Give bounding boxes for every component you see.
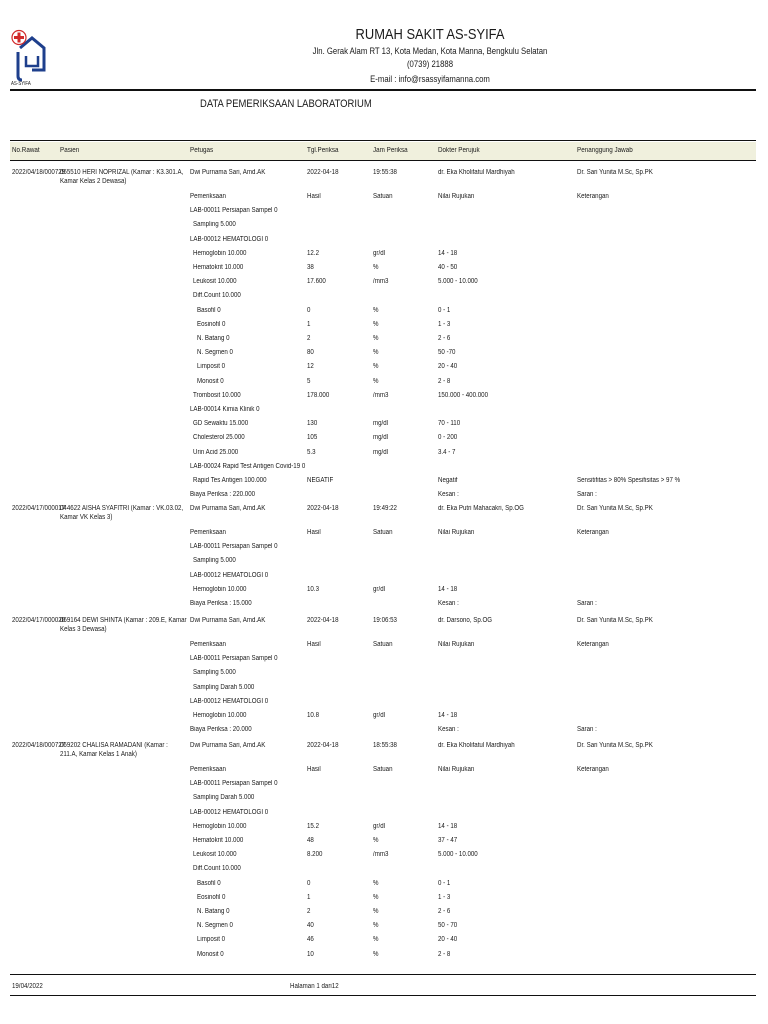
biaya-periksa: Biaya Periksa : 220.000 [190,491,256,499]
lab-test-name: Eosinofil 0 [197,320,226,328]
lab-test-hasil: 2 [307,335,311,342]
lab-test-name: Urin Acid 25.000 [193,448,239,456]
lab-test-name: Diff.Count 10.000 [193,292,241,300]
sub-col-satuan: Satuan [373,641,393,648]
lab-test-satuan: gr/dl [373,249,385,257]
footer-bottom-rule [10,995,756,996]
header-divider [10,89,756,91]
lab-test-hasil: 10.3 [307,585,319,593]
record-no-rawat: 2022/04/17/000020 [12,617,66,624]
lab-test-name: Diff.Count 10.000 [193,865,241,873]
footer-rule [10,974,756,975]
lab-test-hasil: 5.3 [307,448,316,456]
lab-test-hasil: 0 [307,879,311,887]
lab-test-satuan: % [373,922,379,930]
lab-test-name: Hematokrit 10.000 [193,264,244,271]
record-jam-periksa: 18:55:38 [373,742,397,749]
record-dokter-perujuk: dr. Eka Kholifatul Mardhiyah [438,742,515,749]
kesan-label: Kesan : [438,726,459,734]
record-penanggung-jawab: Dr. Sari Yunita M.Sc, Sp.PK [577,169,653,176]
lab-group-name: LAB-00011 Persiapan Sampel 0 [190,207,278,215]
sub-col-keterangan: Keterangan [577,193,609,200]
sub-col-nilai-rujukan: Nilai Rujukan [438,529,475,536]
lab-test-nilai-rujukan: 0 - 1 [438,306,451,314]
lab-test-satuan: gr/dl [373,712,385,719]
sub-col-pemeriksaan: Pemeriksaan [190,766,226,773]
sub-col-nilai-rujukan: Nilai Rujukan [438,641,475,648]
lab-test-satuan: % [373,879,379,887]
record-petugas: Dwi Purnama Sari, Amd.AK [190,169,266,176]
lab-test-name: N. Segmen 0 [197,922,233,930]
lab-test-hasil: 48 [307,837,314,844]
lab-test-name: Cholesterol 25.000 [193,434,245,442]
lab-test-name: Rapid Tes Antigen 100.000 [193,477,267,484]
lab-test-satuan: % [373,264,379,271]
lab-test-nilai-rujukan: 3.4 - 7 [438,448,456,456]
record-tgl-periksa: 2022-04-18 [307,617,339,624]
lab-test-hasil: 10.8 [307,712,319,719]
record-petugas: Dwi Purnama Sari, Amd.AK [190,505,266,512]
lab-test-nilai-rujukan: 40 - 50 [438,264,458,271]
logo-text: AS-SYIFA [11,81,31,87]
record-penanggung-jawab: Dr. Sari Yunita M.Sc, Sp.PK [577,742,653,749]
table-top-rule [10,140,756,141]
lab-group-name: LAB-00012 HEMATOLOGI 0 [190,235,269,243]
record-dokter-perujuk: dr. Eka Kholifatul Mardhiyah [438,169,515,176]
lab-test-satuan: % [373,363,379,371]
lab-test-nilai-rujukan: 2 - 6 [438,908,451,915]
lab-test-keterangan: Sensitifitas > 80% Spesifisitas > 97 % [577,477,681,484]
lab-test-name: Monosit 0 [197,950,224,958]
lab-test-name: Monosit 0 [197,377,224,385]
record-dokter-perujuk: dr. Darsono, Sp.OG [438,617,493,624]
lab-test-hasil: 8.200 [307,851,323,859]
lab-test-satuan: gr/dl [373,585,385,593]
lab-test-satuan: /mm3 [373,391,389,399]
lab-test-nilai-rujukan: 14 - 18 [438,712,458,719]
lab-test-hasil: 178.000 [307,391,330,399]
lab-test-nilai-rujukan: 20 - 40 [438,936,458,944]
lab-test-nilai-rujukan: 2 - 6 [438,335,451,342]
col-penanggung-jawab: Penanggung Jawab [577,147,633,154]
lab-test-hasil: 2 [307,908,311,915]
record-pasien: 069202 CHALISA RAMADANI (Kamar : 211.A, Kamar Kelas 1 Anak) [60,742,168,758]
lab-test-nilai-rujukan: 2 - 8 [438,950,451,958]
record-petugas: Dwi Purnama Sari, Amd.AK [190,742,266,749]
lab-test-hasil: 40 [307,922,314,930]
record-no-rawat: 2022/04/18/000727 [12,742,66,749]
lab-test-hasil: 1 [307,893,311,901]
lab-test-nilai-rujukan: 14 - 18 [438,249,458,257]
lab-test-satuan: % [373,936,379,944]
sub-col-hasil: Hasil [307,766,321,773]
hospital-name: RUMAH SAKIT AS-SYIFA [355,26,505,43]
record-pasien: 044622 AISHA SYAFITRI (Kamar : VK.03.02, Kamar VK Kelas 3) [60,505,184,521]
lab-test-hasil: 12 [307,363,314,371]
sub-col-satuan: Satuan [373,529,393,536]
lab-test-satuan: % [373,306,379,314]
lab-test-name: Sampling 5.000 [193,669,236,677]
footer-page-number: Halaman 1 dari12 [290,983,339,990]
lab-test-satuan: mg/dl [373,420,389,428]
lab-test-hasil: 5 [307,377,311,385]
col-no-rawat: No.Rawat [12,147,40,154]
sub-col-hasil: Hasil [307,529,321,536]
lab-test-hasil: 38 [307,264,314,271]
sub-col-nilai-rujukan: Nilai Rujukan [438,766,475,773]
sub-col-satuan: Satuan [373,193,393,200]
lab-group-name: LAB-00011 Persiapan Sampel 0 [190,543,278,551]
record-petugas: Dwi Purnama Sari, Amd.AK [190,617,266,624]
lab-test-nilai-rujukan: 70 - 110 [438,420,461,428]
lab-test-name: Leukosit 10.000 [193,278,237,286]
lab-test-name: Limposit 0 [197,936,226,944]
lab-test-nilai-rujukan: 14 - 18 [438,822,458,830]
hospital-logo [10,26,46,84]
lab-test-nilai-rujukan: 50 - 70 [438,922,458,930]
sub-col-keterangan: Keterangan [577,529,609,536]
lab-test-name: Hemoglobin 10.000 [193,585,247,593]
lab-test-nilai-rujukan: 14 - 18 [438,585,458,593]
sub-col-hasil: Hasil [307,641,321,648]
saran-label: Saran : [577,726,597,734]
lab-test-name: Limposit 0 [197,363,226,371]
lab-test-hasil: 17.600 [307,278,326,286]
lab-test-name: Hematokrit 10.000 [193,837,244,844]
lab-test-satuan: mg/dl [373,448,389,456]
record-jam-periksa: 19:06:53 [373,617,397,624]
col-petugas: Petugas [190,147,214,154]
lab-test-nilai-rujukan: 0 - 1 [438,879,451,887]
sub-col-pemeriksaan: Pemeriksaan [190,529,226,536]
footer-date: 19/04/2022 [12,983,43,990]
lab-test-name: Basofil 0 [197,879,221,887]
lab-test-satuan: % [373,908,379,915]
col-tgl-periksa: Tgl.Periksa [307,147,339,154]
lab-group-name: LAB-00014 Kimia Klinik 0 [190,406,260,413]
lab-test-nilai-rujukan: 5.000 - 10.000 [438,851,478,859]
lab-test-satuan: gr/dl [373,822,385,830]
lab-group-name: LAB-00012 HEMATOLOGI 0 [190,571,269,579]
lab-test-satuan: /mm3 [373,851,389,859]
record-penanggung-jawab: Dr. Sari Yunita M.Sc, Sp.PK [577,505,653,512]
kesan-label: Kesan : [438,491,459,499]
lab-test-hasil: 12.2 [307,249,319,257]
record-no-rawat: 2022/04/17/000017 [12,505,66,512]
sub-col-keterangan: Keterangan [577,641,609,648]
lab-test-name: Hemoglobin 10.000 [193,712,247,719]
lab-test-hasil: 46 [307,936,314,944]
sub-col-hasil: Hasil [307,193,321,200]
sub-col-pemeriksaan: Pemeriksaan [190,641,226,648]
col-dokter-perujuk: Dokter Perujuk [438,147,480,154]
biaya-periksa: Biaya Periksa : 20.000 [190,726,252,734]
lab-test-satuan: % [373,377,379,385]
hospital-phone: (0739) 21888 [406,59,454,69]
report-title: DATA PEMERIKSAAN LABORATORIUM [200,98,372,110]
record-tgl-periksa: 2022-04-18 [307,169,339,176]
lab-test-nilai-rujukan: Negatif [438,477,458,484]
lab-test-name: N. Batang 0 [197,335,230,342]
record-pasien: 069164 DEWI SHINTA (Kamar : 209.E, Kamar Kelas 3 Dewasa) [60,617,187,633]
lab-test-satuan: % [373,335,379,342]
col-pasien: Pasien [60,147,80,154]
saran-label: Saran : [577,600,597,607]
lab-test-name: Basofil 0 [197,306,221,314]
hospital-email: E-mail : info@rsassyifamanna.com [370,74,490,84]
record-pasien: 065510 HERI NOPRIZAL (Kamar : K3.301.A, Kamar Kelas 2 Dewasa) [60,169,184,185]
lab-test-name: Hemoglobin 10.000 [193,822,247,830]
lab-test-name: Sampling Darah 5.000 [193,683,255,691]
lab-test-hasil: 15.2 [307,822,319,830]
biaya-periksa: Biaya Periksa : 15.000 [190,600,252,607]
record-tgl-periksa: 2022-04-18 [307,742,339,749]
lab-test-name: GD Sewaktu 15.000 [193,420,249,428]
sub-col-satuan: Satuan [373,766,393,773]
lab-test-nilai-rujukan: 50 -70 [438,349,456,357]
lab-test-nilai-rujukan: 5.000 - 10.000 [438,278,478,286]
lab-test-satuan: /mm3 [373,278,389,286]
lab-test-nilai-rujukan: 20 - 40 [438,363,458,371]
col-jam-periksa: Jam Periksa [373,147,408,154]
lab-test-hasil: 0 [307,306,311,314]
lab-test-name: Eosinofil 0 [197,893,226,901]
lab-group-name: LAB-00012 HEMATOLOGI 0 [190,808,269,816]
sub-col-nilai-rujukan: Nilai Rujukan [438,193,475,200]
record-no-rawat: 2022/04/18/000729 [12,169,66,176]
lab-group-name: LAB-00024 Rapid Test Antigen Covid-19 0 [190,462,306,470]
lab-test-name: Hemoglobin 10.000 [193,249,247,257]
lab-test-satuan: % [373,893,379,901]
lab-test-name: Leukosit 10.000 [193,851,237,859]
lab-test-nilai-rujukan: 1 - 3 [438,320,451,328]
sub-col-pemeriksaan: Pemeriksaan [190,193,226,200]
lab-test-nilai-rujukan: 2 - 8 [438,377,451,385]
lab-test-name: Sampling 5.000 [193,221,236,229]
saran-label: Saran : [577,491,597,499]
lab-group-name: LAB-00011 Persiapan Sampel 0 [190,655,278,663]
sub-col-keterangan: Keterangan [577,766,609,773]
lab-test-hasil: 130 [307,420,318,428]
lab-test-hasil: 1 [307,320,311,328]
lab-test-name: Sampling 5.000 [193,557,236,565]
lab-test-name: Sampling Darah 5.000 [193,794,255,802]
lab-test-satuan: % [373,320,379,328]
lab-test-hasil: 10 [307,950,314,958]
lab-test-satuan: mg/dl [373,434,389,442]
lab-test-name: N. Batang 0 [197,908,230,915]
record-jam-periksa: 19:55:38 [373,169,397,176]
lab-test-nilai-rujukan: 1 - 3 [438,893,451,901]
hospital-address: Jln. Gerak Alam RT 13, Kota Medan, Kota Manna, Bengkulu Selatan [312,46,548,56]
lab-test-hasil: 80 [307,349,314,357]
lab-test-name: Trombosit 10.000 [193,391,241,399]
lab-test-hasil: 105 [307,434,318,442]
lab-group-name: LAB-00012 HEMATOLOGI 0 [190,697,269,705]
lab-test-hasil: NEGATIF [307,477,334,484]
lab-test-satuan: % [373,349,379,357]
lab-test-satuan: % [373,837,379,844]
record-dokter-perujuk: dr. Eka Putri Mahacakri, Sp.OG [438,505,524,512]
lab-test-satuan: % [373,950,379,958]
record-tgl-periksa: 2022-04-18 [307,505,339,512]
lab-test-nilai-rujukan: 37 - 47 [438,837,458,844]
lab-group-name: LAB-00011 Persiapan Sampel 0 [190,780,278,788]
kesan-label: Kesan : [438,600,459,607]
lab-test-nilai-rujukan: 150.000 - 400.000 [438,391,489,399]
lab-test-name: N. Segmen 0 [197,349,233,357]
lab-test-nilai-rujukan: 0 - 200 [438,434,458,442]
record-jam-periksa: 19:49:22 [373,505,397,512]
record-penanggung-jawab: Dr. Sari Yunita M.Sc, Sp.PK [577,617,653,624]
table-header-rule [10,160,756,161]
